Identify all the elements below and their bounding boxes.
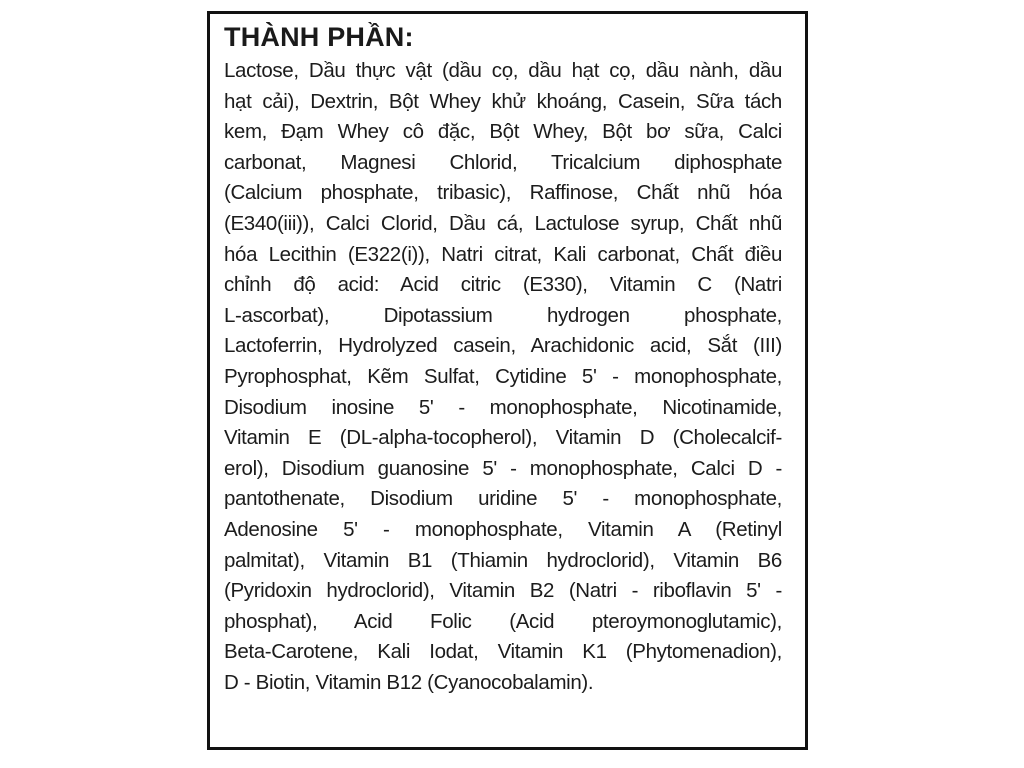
ingredients-line-20: Beta-Carotene, Kali Iodat, Vitamin K1 (Phytomenadion), (224, 640, 782, 664)
ingredients-line-18: (Pyridoxin hydroclorid), Vitamin B2 (Natri - riboflavin 5' - (224, 579, 782, 603)
ingredients-line-8: chỉnh độ acid: Acid citric (E330), Vitamin C (Natri (224, 273, 782, 297)
ingredients-line-6: (E340(iii)), Calci Clorid, Dầu cá, Lactulose syrup, Chất nhũ (224, 211, 782, 235)
ingredients-line-4: carbonat, Magnesi Chlorid, Tricalcium diphosphate (224, 150, 782, 174)
ingredients-line-7: hóa Lecithin (E322(i)), Natri citrat, Kali carbonat, Chất điều (224, 242, 782, 266)
ingredients-line-16: Adenosine 5' - monophosphate, Vitamin A (Retinyl (224, 517, 782, 541)
ingredients-line-15: pantothenate, Disodium uridine 5' - monophosphate, (224, 487, 782, 511)
ingredients-line-2: hạt cải), Dextrin, Bột Whey khử khoáng, Casein, Sữa tách (224, 89, 782, 113)
ingredients-line-14: erol), Disodium guanosine 5' - monophosphate, Calci D - (224, 456, 782, 480)
ingredients-line-13: Vitamin E (DL-alpha-tocopherol), Vitamin D (Cholecalcif- (224, 426, 782, 450)
ingredients-line-11: Pyrophosphat, Kẽm Sulfat, Cytidine 5' - monophosphate, (224, 364, 782, 388)
ingredients-line-5: (Calcium phosphate, tribasic), Raffinose, Chất nhũ hóa (224, 181, 782, 205)
ingredients-line-12: Disodium inosine 5' - monophosphate, Nicotinamide, (224, 395, 782, 419)
ingredients-heading: THÀNH PHẦN: (224, 22, 414, 52)
ingredients-line-1: Lactose, Dầu thực vật (dầu cọ, dầu hạt cọ, dầu nành, dầu (224, 59, 782, 82)
ingredients-text (224, 56, 782, 698)
ingredients-line-17: palmitat), Vitamin B1 (Thiamin hydroclorid), Vitamin B6 (224, 548, 782, 572)
ingredients-line-19: phosphat), Acid Folic (Acid pteroymonoglutamic), (224, 609, 782, 633)
ingredients-line-3: kem, Đạm Whey cô đặc, Bột Whey, Bột bơ sữa, Calci (224, 120, 782, 144)
ingredients-line-21: D - Biotin, Vitamin B12 (Cyanocobalamin). (224, 670, 594, 694)
ingredients-line-9: L-ascorbat), Dipotassium hydrogen phosphate, (224, 303, 782, 327)
ingredients-line-10: Lactoferrin, Hydrolyzed casein, Arachidonic acid, Sắt (III) (224, 334, 782, 358)
